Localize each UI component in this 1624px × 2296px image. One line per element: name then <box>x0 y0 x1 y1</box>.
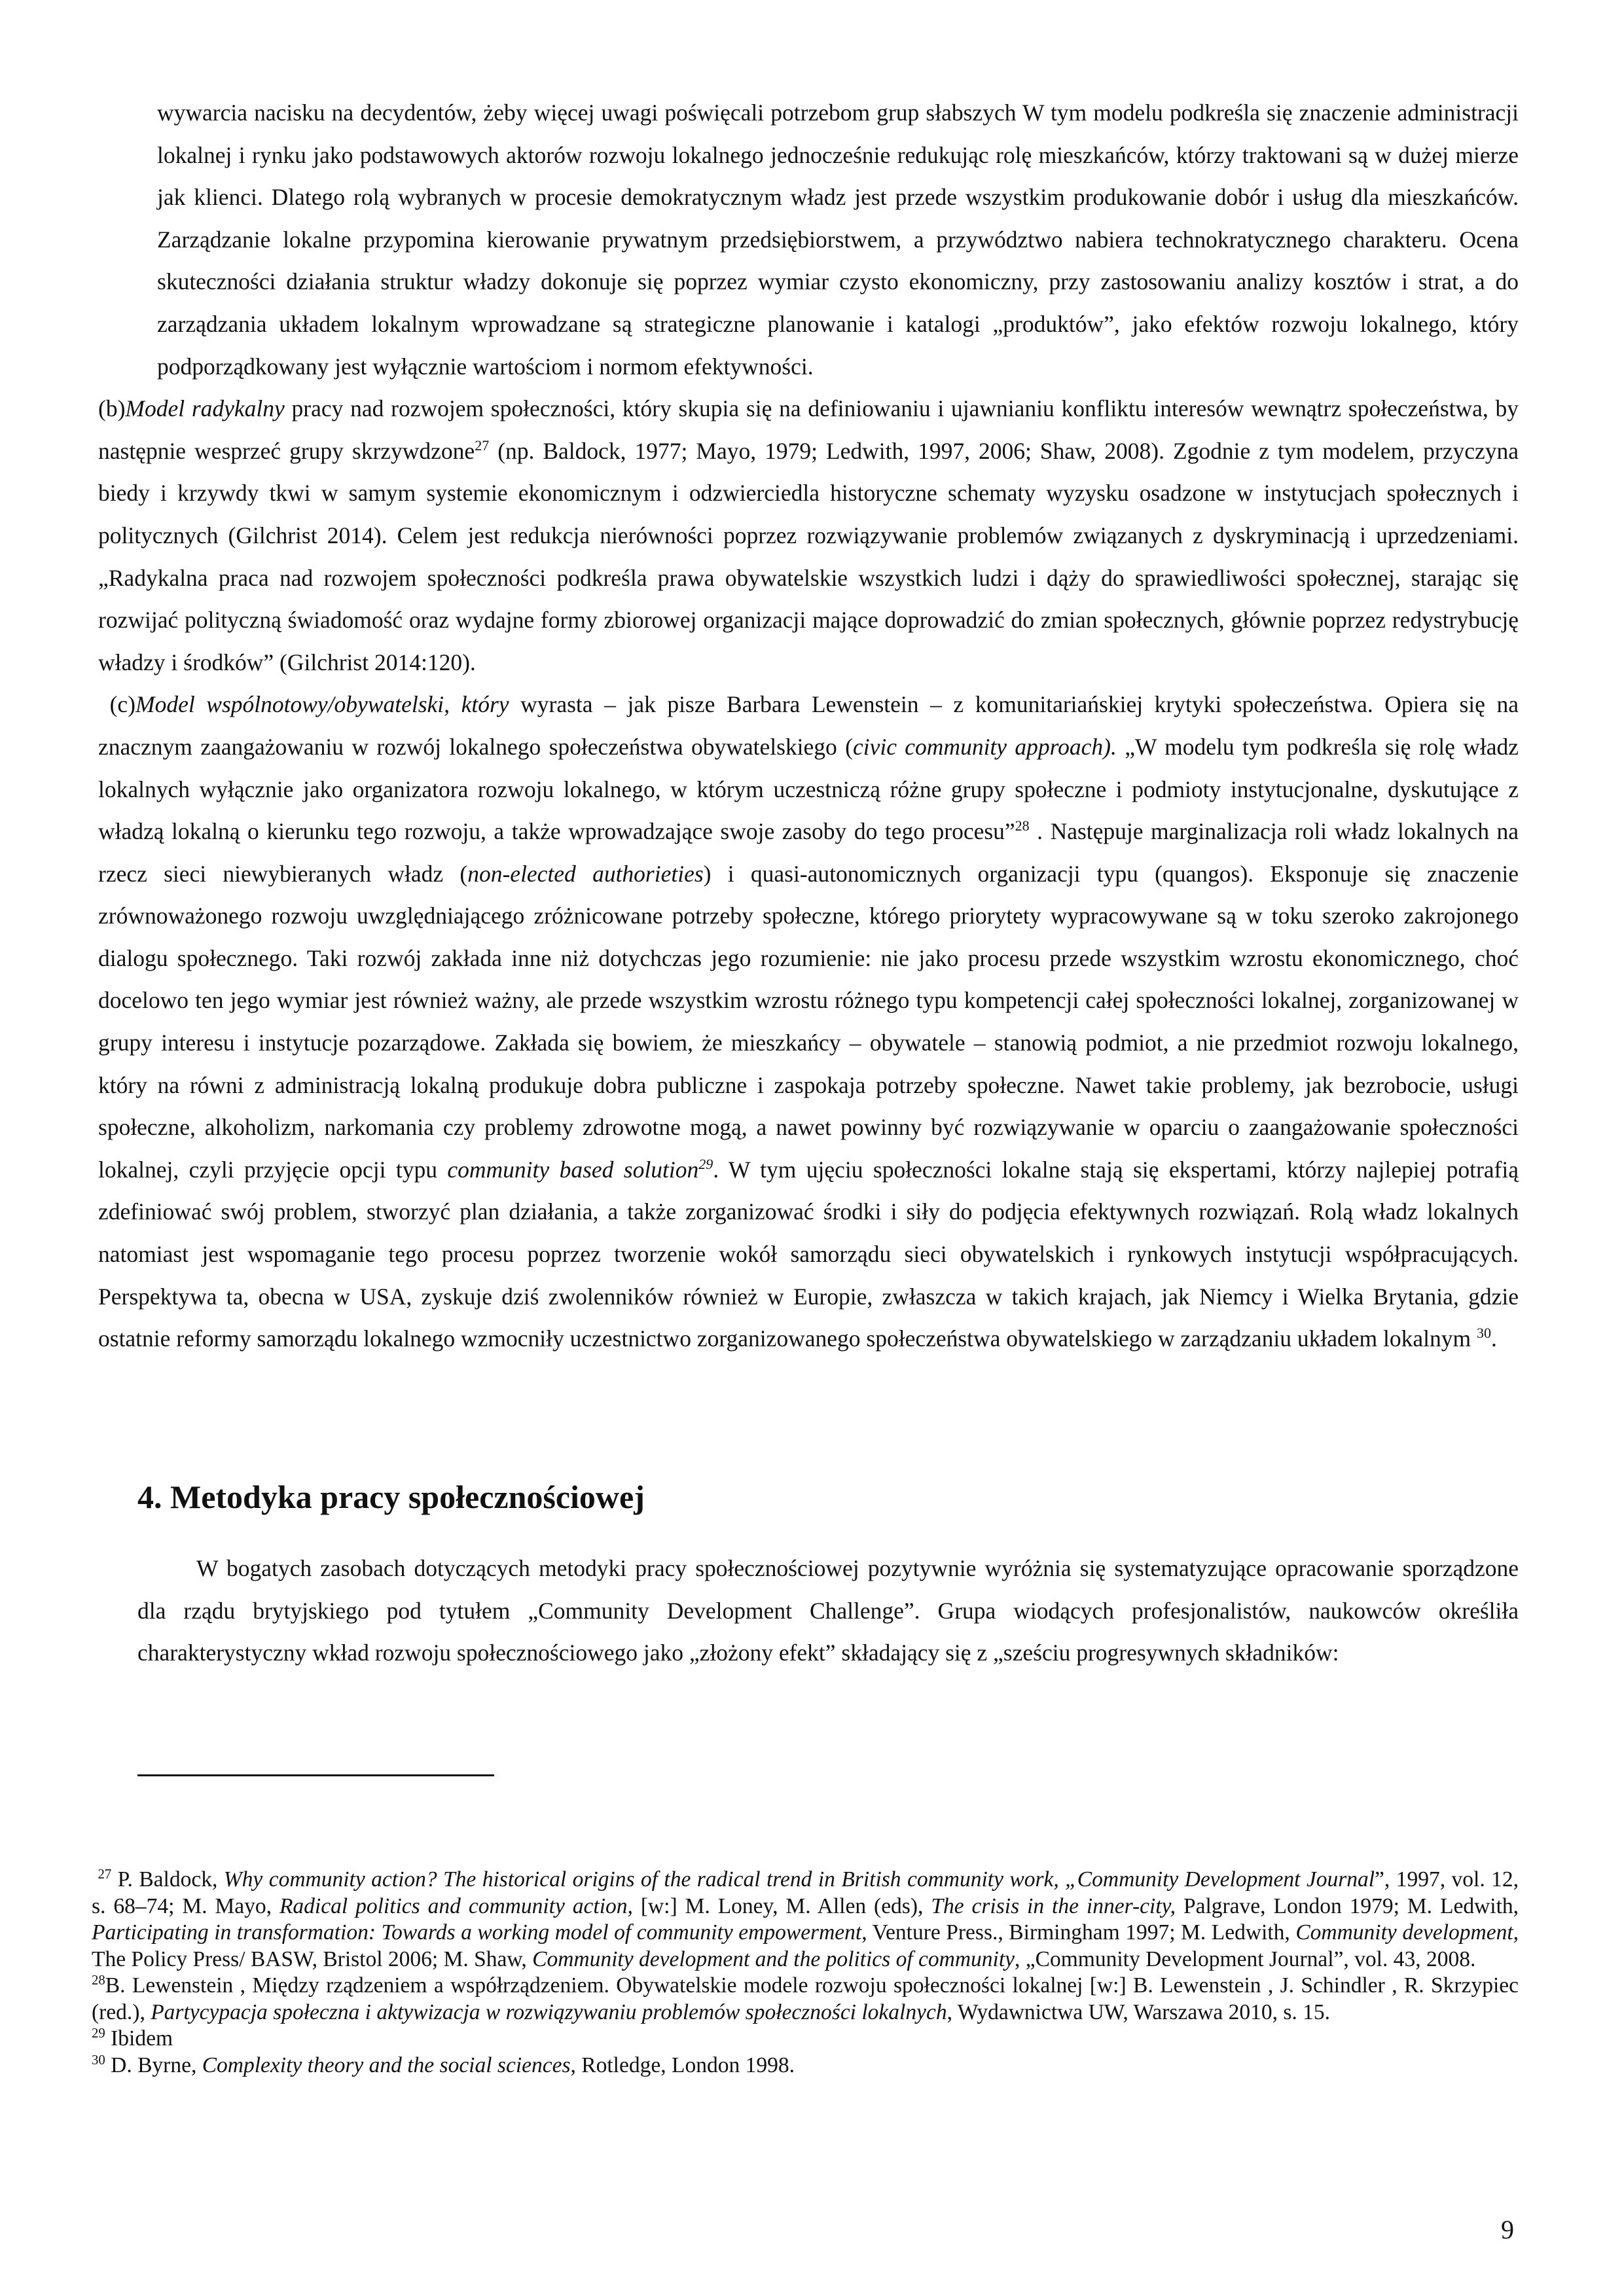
paragraph-b-text: pracy nad rozwojem społeczności, który skupia się na definiowaniu i ujawnianiu konfliktu interesów wewnątrz społeczeństwa, by następnie wesprzeć grupy skrzywdzone <box>98 395 1519 464</box>
footnotes <box>92 1867 1519 2079</box>
paragraph-a-continuation <box>98 92 1519 387</box>
footnote-separator <box>137 1774 494 1776</box>
footnote-text: , Venture Press., Birmingham 1997; M. Ledwith, <box>861 1920 1296 1945</box>
footnote-title: Participating in transformation: Towards a working model of community empowerment <box>92 1920 862 1945</box>
footnote-text: B. Lewenstein , Między rządzeniem a współrządzeniem. Obywatelskie modele rozwoju społeczności lokalnej [w:] B. Lewenstein , J. Schindler , R. Skrzypiec (red.), <box>92 1973 1519 2024</box>
footnote-ref-28[interactable]: 28 <box>1015 817 1030 834</box>
footnote-title: The crisis in the inner-city, <box>931 1893 1176 1918</box>
footnote-number: 28 <box>92 1972 105 1988</box>
footnote-title: Community development, <box>1295 1920 1519 1945</box>
footnote-title: Partycypacja społeczna i aktywizacja w rozwiązywaniu problemów społeczności lokalnych <box>151 2000 947 2024</box>
footnote-text: The Policy Press/ BASW, Bristol 2006; M. Shaw, <box>92 1946 533 1971</box>
footnote-text: ”, 1997, vol. 12, s. 68–74; M. Mayo, <box>92 1867 1519 1918</box>
footnote-title: Complexity theory and the social sciences <box>202 2053 571 2077</box>
body-text <box>98 92 1519 1360</box>
term-community-based-solution: community based solution <box>447 1156 699 1183</box>
model-title-radical: Model radykalny <box>125 395 285 422</box>
paragraph-b-text: (np. Baldock, 1977; Mayo, 1979; Ledwith, 1997, 2006; Shaw, 2008). Zgodnie z tym modelem, przyczyna biedy i krzywdy tkwi w samym systemie ekonomicznym i odzwierciedla historyczne schematy wyzysku osadzone w instytucjach społecznych i politycznych (Gilchrist 2014). Celem jest redukcja nierówności poprzez rozwiązywanie problemów związanych z dyskryminacją i uprzedzeniami. „Radykalna praca nad rozwojem społeczności podkreśla prawa obywatelskie wszystkich ludzi i dąży do sprawiedliwości społecznej, starając się rozwijać polityczną świadomość oraz wydajne formy zbiorowej organizacji mające doprowadzić do zmian społecznych, głównie poprzez redystrybucję władzy i środków” (Gilchrist 2014:120). <box>98 437 1519 675</box>
footnote-text: Palgrave, London 1979; M. Ledwith, <box>1176 1893 1519 1918</box>
footnote-text: , Wydawnictwa UW, Warszawa 2010, s. 15. <box>947 2000 1331 2024</box>
section-heading: 4. Metodyka pracy społecznościowej <box>137 1479 645 1515</box>
footnote-ref-27[interactable]: 27 <box>475 437 490 454</box>
model-title-community: Model wspólnotowy/obywatelski, który <box>135 691 509 718</box>
footnote-28 <box>92 1973 1519 2026</box>
footnote-text: , „Community Development Journal”, vol. 43, 2008. <box>1015 1946 1476 1971</box>
paragraph-b <box>98 387 1519 683</box>
footnote-number: 30 <box>92 2052 105 2068</box>
paragraph-c-text: „W modelu tym podkreśla się rolę władz lokalnych wyłącznie jako organizatora rozwoju lokalnego, w którym uczestniczą różne grupy społeczne i podmioty instytucjonalne, dyskutujące z władzą lokalną o kierunku tego rozwoju, a także wprowadzające swoje zasoby do tego procesu” <box>98 733 1519 845</box>
paragraph-c-text: ) i quasi-autonomicznych organizacji typu (quangos). Eksponuje się znaczenie zrównoważonego rozwoju uwzględniającego zróżnicowane potrzeby społeczne, którego priorytety wypracowywane są w toku szeroko zakrojonego dialogu społecznego. Taki rozwój zakłada inne niż dotychczas jego rozumienie: nie jako procesu przede wszystkim wzrostu ekonomicznego, choć docelowo ten jego wymiar jest również ważny, ale przede wszystkim wzrostu różnego typu kompetencji całej społeczności lokalnej, zorganizowanej w grupy interesu i instytucje pozarządowe. Zakłada się bowiem, że mieszkańcy – obywatele – stanowią podmiot, a nie przedmiot rozwoju lokalnego, który na równi z administracją lokalną produkuje dobra publiczne i zaspokaja potrzeby społeczne. Nawet takie problemy, jak bezrobocie, usługi społeczne, alkoholizm, narkomania czy problemy zdrowotne mogą, a nawet powinny być rozwiązywanie w oparciu o zaangażowanie społeczności lokalnej, czyli przyjęcie opcji typu <box>98 860 1519 1183</box>
paragraph-c-text: . Następuje marginalizacja roli władz lokalnych na rzecz sieci niewybieranych władz ( <box>98 818 1519 887</box>
paragraph-c-text: . <box>1490 1325 1497 1352</box>
paragraph-a-text: wywarcia nacisku na decydentów, żeby więcej uwagi poświęcali potrzebom grup słabszych W tym modelu podkreśla się znaczenie administracji lokalnej i rynku jako podstawowych aktorów rozwoju lokalnego jednocześnie redukując rolę mieszkańców, którzy traktowani są w dużej mierze jak klienci. Dlatego rolą wybranych w procesie demokratycznym władz jest przede wszystkim produkowanie dobór i usług dla mieszkańców. Zarządzanie lokalne przypomina kierowanie prywatnym przedsiębiorstwem, a przywództwo nabiera technokratycznego charakteru. Ocena skuteczności działania struktur władzy dokonuje się poprzez wymiar czysto ekonomiczny, przy zastosowaniu analizy kosztów i strat, a do zarządzania układem lokalnym wprowadzane są strategiczne planowanie i katalogi „produktów”, jako efektów rozwoju lokalnego, który podporządkowany jest wyłącznie wartościom i normom efektywności. <box>157 99 1519 380</box>
list-marker-b: (b) <box>98 395 126 422</box>
footnote-text: D. Byrne, <box>105 2053 202 2077</box>
footnote-title: Radical politics and community action, <box>279 1893 633 1918</box>
footnote-text: , Rotledge, London 1998. <box>570 2053 795 2077</box>
footnote-number: 27 <box>98 1866 112 1882</box>
footnote-ref-30[interactable]: 30 <box>1476 1325 1491 1342</box>
footnote-number: 29 <box>92 2025 105 2041</box>
footnote-title: Why community action? The historical origins of the radical trend in British community work, „Community Development Journal <box>223 1867 1375 1892</box>
footnote-text: Ibidem <box>105 2026 173 2051</box>
footnote-30 <box>92 2053 1519 2079</box>
footnote-title: Community development and the politics of community <box>532 1946 1015 1971</box>
footnote-29 <box>92 2026 1519 2053</box>
page-number: 9 <box>1501 2215 1514 2244</box>
footnote-ref-29[interactable]: 29 <box>698 1156 713 1173</box>
term-civic-community: civic community approach). <box>852 733 1117 760</box>
footnote-text: P. Baldock, <box>111 1867 224 1892</box>
footnote-text: [w:] M. Loney, M. Allen (eds), <box>632 1893 931 1918</box>
term-non-elected: non-elected authorieties <box>467 860 704 887</box>
footnote-27 <box>92 1867 1519 1973</box>
paragraph-c <box>98 683 1519 1360</box>
section-intro-paragraph: W bogatych zasobach dotyczących metodyki pracy społecznościowej pozytywnie wyróżnia się systematyzujące opracowanie sporządzone dla rządu brytyjskiego pod tytułem „Community Development Challenge”. Grupa wiodących profesjonalistów, naukowców określiła charakterystyczny wkład rozwoju społecznościowego jako „złożony efekt” składający się z „sześciu progresywnych składników: <box>137 1555 1519 1666</box>
paragraph-c-text: . W tym ujęciu społeczności lokalne stają się ekspertami, którzy najlepiej potrafią zdefiniować swój problem, stworzyć plan działania, a także zorganizować środki i siły do podjęcia efektywnych rozwiązań. Rolą władz lokalnych natomiast jest wspomaganie tego procesu poprzez tworzenie wokół samorządu sieci obywatelskich i rynkowych instytucji współpracujących. Perspektywa ta, obecna w USA, zyskuje dziś zwolenników również w Europie, zwłaszcza w takich krajach, jak Niemcy i Wielka Brytania, gdzie ostatnie reformy samorządu lokalnego wzmocniły uczestnictwo zorganizowanego społeczeństwa obywatelskiego w zarządzaniu układem lokalnym <box>98 1156 1519 1352</box>
paragraph-c-text: wyrasta – jak pisze Barbara Lewenstein – z komunitariańskiej krytyki społeczeństwa. Opiera się na znacznym zaangażowaniu w rozwój lokalnego społeczeństwa obywatelskiego ( <box>98 691 1519 760</box>
list-marker-c: (c) <box>109 691 135 718</box>
